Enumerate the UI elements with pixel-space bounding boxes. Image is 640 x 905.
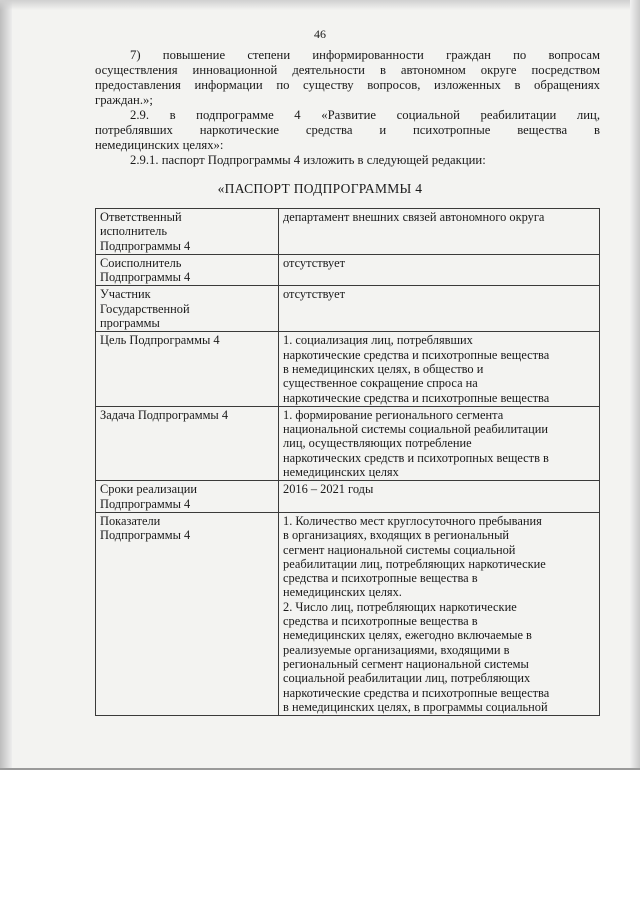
row-value-line: в немедицинских целях, в программы социальной (283, 699, 548, 714)
row-label-line: Участник (100, 287, 151, 302)
row-value-line: департамент внешних связей автономного округа (283, 210, 545, 224)
table-row (96, 332, 600, 406)
row-value-line: национальной системы социальной реабилитации (283, 422, 549, 437)
row-label-cell (96, 209, 279, 255)
row-value-line: средства и психотропные вещества в (283, 571, 478, 586)
paragraph-line: 2.9.1. паспорт Подпрограммы 4 изложить в следующей редакции: (130, 153, 486, 167)
row-label-line: исполнитель (100, 224, 167, 239)
passport-table (95, 208, 600, 716)
row-value-line: отсутствует (283, 287, 345, 302)
paragraph-line: немедицинских целях»: (95, 138, 224, 152)
row-label-line: Ответственный (100, 210, 182, 224)
paragraph-line: 2.9. в подпрограмме 4 «Развитие социальной реабилитации лиц, (130, 108, 600, 122)
row-value-line: отсутствует (283, 255, 345, 270)
row-value-cell (279, 286, 600, 332)
row-value-line: региональный сегмент национальной системы (283, 656, 529, 671)
row-value-line: немедицинских целях, ежегодно включаемые в (283, 628, 532, 643)
row-value-line: 1. социализация лиц, потреблявших (283, 333, 473, 348)
row-label-cell (96, 512, 279, 715)
row-value-cell (279, 406, 600, 480)
paragraph-line: предоставления информации по существу вопросов, изложенных в обращениях (95, 78, 600, 92)
row-value-line: в немедицинских целях, в общество и (283, 361, 484, 376)
row-value-line: 1. Количество мест круглосуточного пребывания (283, 513, 542, 528)
row-value-cell (279, 209, 600, 255)
row-value-line: существенное сокращение спроса на (283, 376, 478, 391)
table-row (96, 512, 600, 715)
row-value-line: наркотические средства и психотропные вещества (283, 390, 550, 405)
row-label-line: Государственной (100, 301, 190, 316)
row-label-line: Соисполнитель (100, 255, 182, 270)
row-value-line: наркотические средства и психотропные вещества (283, 685, 550, 700)
table-row (96, 481, 600, 513)
paragraph-line: граждан.»; (95, 93, 153, 107)
row-value-line: 2016 – 2021 годы (283, 482, 374, 497)
table-row (96, 254, 600, 286)
paragraph-line: осуществления инновационной деятельности в автономном округе посредством (95, 63, 600, 77)
row-label-cell (96, 286, 279, 332)
row-value-line: 2. Число лиц, потребляющих наркотические (283, 599, 517, 614)
scan-edge-shadow (0, 0, 640, 10)
row-value-cell (279, 512, 600, 715)
body-text (95, 48, 600, 168)
row-label-line: Задача Подпрограммы 4 (100, 407, 229, 422)
row-label-line: Подпрограммы 4 (100, 270, 191, 285)
paragraph-line: потреблявших наркотические средства и психотропные вещества в (95, 123, 600, 137)
row-value-line: наркотические средства и психотропные вещества (283, 347, 550, 362)
row-label-cell (96, 406, 279, 480)
row-value-line: лиц, осуществляющих потребление (283, 436, 472, 451)
row-value-line: наркотических средств и психотропных веществ в (283, 450, 549, 465)
row-value-line: в организациях, входящих в региональный (283, 528, 510, 543)
row-value-line: социальной реабилитации лиц, потребляющих (283, 671, 531, 686)
row-value-cell (279, 254, 600, 286)
row-label-line: Цель Подпрограммы 4 (100, 333, 220, 348)
page-number: 46 (314, 27, 326, 41)
row-value-line: реабилитации лиц, потребляющих наркотические (283, 556, 546, 571)
row-value-line: реализуемые организациями, входящими в (283, 642, 510, 657)
row-label-cell (96, 481, 279, 513)
row-value-line: 1. формирование регионального сегмента (283, 407, 504, 422)
table-row (96, 406, 600, 480)
row-value-line: немедицинских целях. (283, 585, 402, 600)
row-label-cell (96, 332, 279, 406)
row-label-line: программы (100, 316, 160, 331)
row-label-line: Сроки реализации (100, 482, 197, 497)
row-label-cell (96, 254, 279, 286)
row-label-line: Подпрограммы 4 (100, 238, 191, 253)
passport-title: «ПАСПОРТ ПОДПРОГРАММЫ 4 (217, 181, 423, 196)
row-label-line: Показатели (100, 513, 161, 528)
row-label-line: Подпрограммы 4 (100, 528, 191, 543)
row-label-line: Подпрограммы 4 (100, 496, 191, 511)
table-row (96, 286, 600, 332)
row-value-line: средства и психотропные вещества в (283, 614, 478, 629)
row-value-cell (279, 332, 600, 406)
paragraph-line: 7) повышение степени информированности граждан по вопросам (130, 48, 600, 62)
row-value-line: сегмент национальной системы социальной (283, 542, 516, 557)
passport-table-body (96, 209, 600, 716)
row-value-cell (279, 481, 600, 513)
table-row (96, 209, 600, 255)
row-value-line: немедицинских целях (283, 465, 399, 480)
